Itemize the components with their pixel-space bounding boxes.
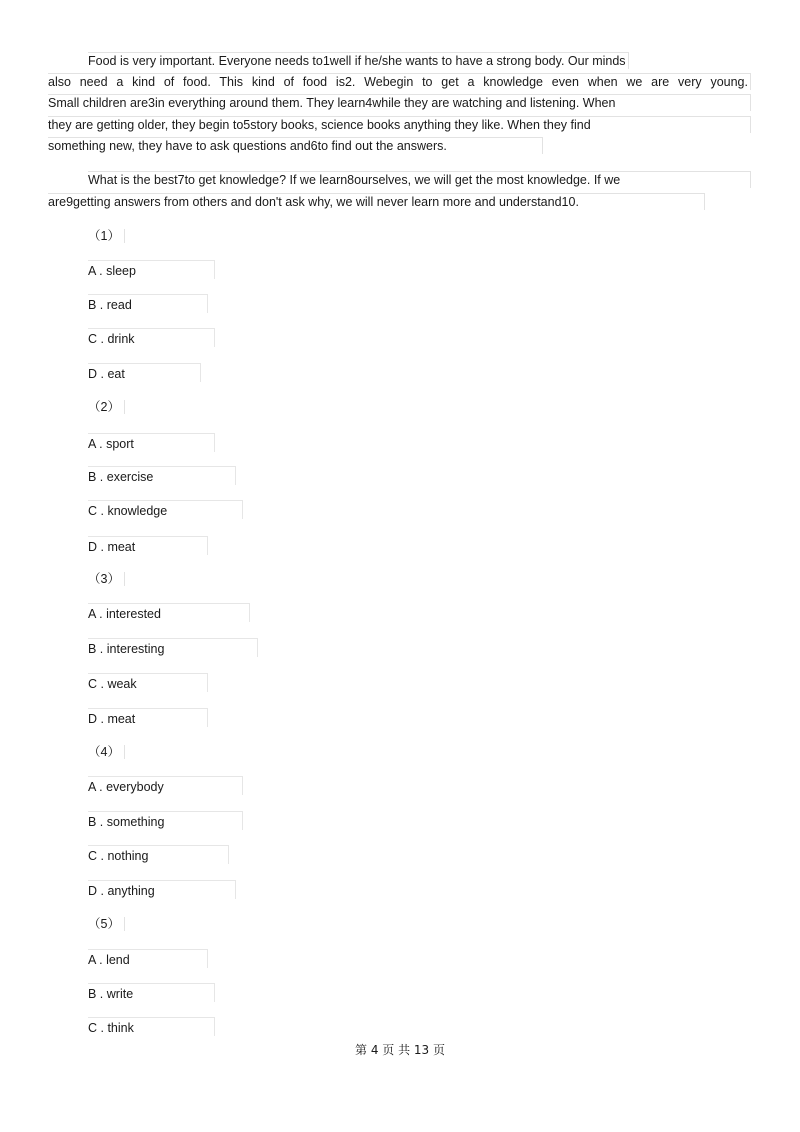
option-3a[interactable]: A . interested xyxy=(88,603,250,622)
page-footer: 第 4 页 共 13 页 xyxy=(355,1043,445,1057)
passage-p1-line-5: something new, they have to ask questions and6to find out the answers. xyxy=(48,137,543,154)
passage-p1-line-3: Small children are3in everything around them. They learn4while they are watching and listening. When xyxy=(48,94,751,111)
option-5c[interactable]: C . think xyxy=(88,1017,215,1036)
option-2a[interactable]: A . sport xyxy=(88,433,215,452)
passage-p1-line-1: Food is very important. Everyone needs to1well if he/she wants to have a strong body. Our minds xyxy=(88,52,629,69)
option-4a[interactable]: A . everybody xyxy=(88,776,243,795)
option-1d[interactable]: D . eat xyxy=(88,363,201,382)
option-3b[interactable]: B . interesting xyxy=(88,638,258,657)
passage-p2-line-2: are9getting answers from others and don't ask why, we will never learn more and understand10. xyxy=(48,193,705,210)
question-number-2: （2） xyxy=(88,399,125,415)
option-5b[interactable]: B . write xyxy=(88,983,215,1002)
question-number-4: （4） xyxy=(88,744,125,760)
option-1c[interactable]: C . drink xyxy=(88,328,215,347)
option-4c[interactable]: C . nothing xyxy=(88,845,229,864)
question-number-3: （3） xyxy=(88,571,125,587)
option-3c[interactable]: C . weak xyxy=(88,673,208,692)
question-number-5: （5） xyxy=(88,916,125,932)
option-3d[interactable]: D . meat xyxy=(88,708,208,727)
option-1a[interactable]: A . sleep xyxy=(88,260,215,279)
option-2c[interactable]: C . knowledge xyxy=(88,500,243,519)
option-4d[interactable]: D . anything xyxy=(88,880,236,899)
option-5a[interactable]: A . lend xyxy=(88,949,208,968)
option-2b[interactable]: B . exercise xyxy=(88,466,236,485)
passage-p1-line-4: they are getting older, they begin to5story books, science books anything they like. When they find xyxy=(48,116,751,133)
option-1b[interactable]: B . read xyxy=(88,294,208,313)
option-4b[interactable]: B . something xyxy=(88,811,243,830)
option-2d[interactable]: D . meat xyxy=(88,536,208,555)
passage-p1-line-2: also need a kind of food. This kind of food is2. Webegin to get a knowledge even when we are very young. xyxy=(48,73,751,90)
passage-p2-line-1: What is the best7to get knowledge? If we learn8ourselves, we will get the most knowledge. If we xyxy=(88,171,751,188)
question-number-1: （1） xyxy=(88,228,125,244)
